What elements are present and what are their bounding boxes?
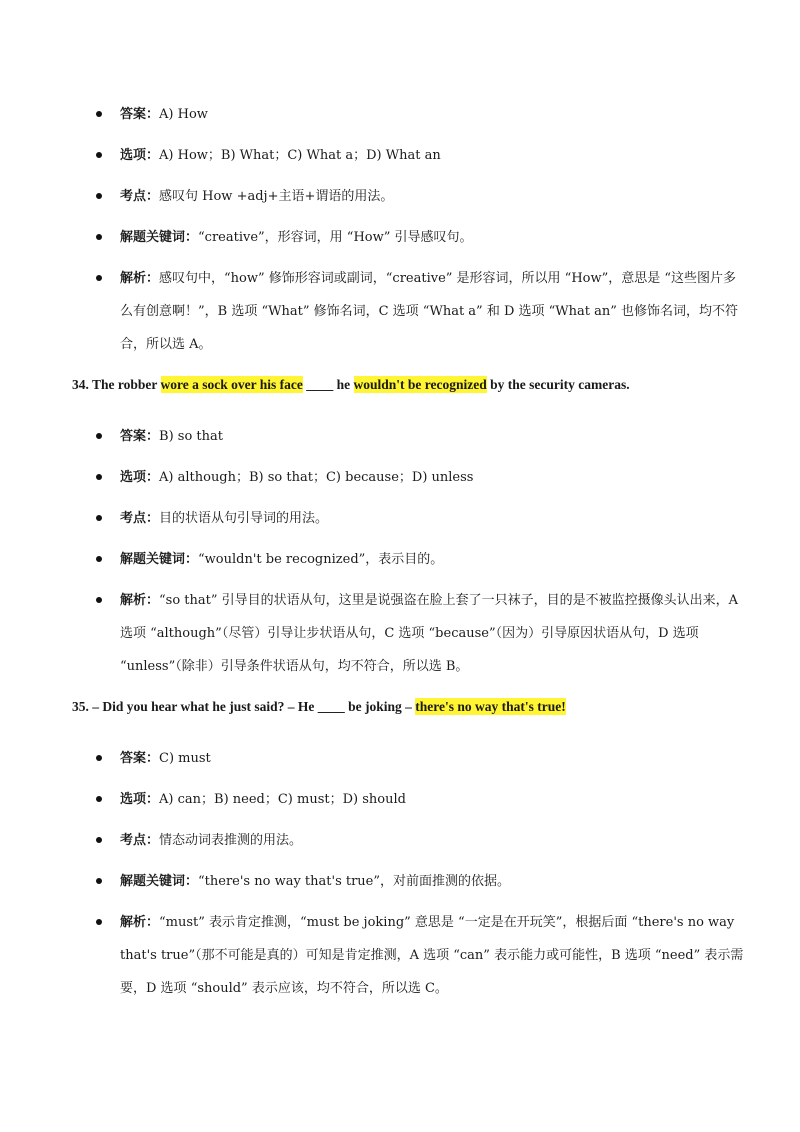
test-point-item xyxy=(96,180,746,213)
options-text: A) can；B) need；C) must；D) should xyxy=(159,792,406,807)
bullet-icon xyxy=(96,433,102,439)
bullet-icon xyxy=(96,796,102,802)
analysis-label: 解析： xyxy=(120,593,160,608)
answer-item xyxy=(96,98,746,131)
options-item xyxy=(96,783,746,816)
options-text: A) How；B) What；C) What a；D) What an xyxy=(159,148,441,163)
keyword-label: 解题关键词： xyxy=(120,552,199,567)
bullet-icon xyxy=(96,515,102,521)
options-item xyxy=(96,139,746,172)
question-35 xyxy=(72,696,752,718)
analysis-item xyxy=(96,906,746,1005)
bullet-icon xyxy=(96,878,102,884)
bullet-icon xyxy=(96,111,102,117)
test-point-text: 感叹句 How +adj+主语+谓语的用法。 xyxy=(159,189,394,204)
q35-answer-list xyxy=(96,742,746,1013)
analysis-text: “so that” 引导目的状语从句，这里是说强盗在脸上套了一只袜子，目的是不被监控摄像头认出来，A 选项 “although”（尽管）引导让步状语从句，C 选项 “because”（因为）引导原因状语从句，D 选项 “unless”（除非）引导条件状语从句，均不符合，所以选 B。 xyxy=(120,593,739,674)
answer-label: 答案： xyxy=(120,751,160,766)
q33-answer-list xyxy=(96,98,746,369)
analysis-text: “must” 表示肯定推测，“must be joking” 意思是 “一定是在开玩笑”，根据后面 “there's no way that's true”（那不可能是真的）可知是肯定推测，A 选项 “can” 表示能力或可能性，B 选项 “need” 表示需要，D 选项 “should” 表示应该，均不符合，所以选 C。 xyxy=(120,915,744,996)
keyword-label: 解题关键词： xyxy=(120,874,199,889)
analysis-text: 感叹句中，“how” 修饰形容词或副词，“creative” 是形容词，所以用 “How”，意思是 “这些图片多么有创意啊！”，B 选项 “What” 修饰名词，C 选项 “What a” 和 D 选项 “What an” 也修饰名词，均不符合，所以选 A。 xyxy=(120,271,739,352)
keyword-text: “there's no way that's true”，对前面推测的依据。 xyxy=(198,874,511,889)
analysis-item xyxy=(96,262,746,361)
keyword-label: 解题关键词： xyxy=(120,230,199,245)
bullet-icon xyxy=(96,152,102,158)
bullet-icon xyxy=(96,234,102,240)
analysis-label: 解析： xyxy=(120,915,160,930)
bullet-icon xyxy=(96,474,102,480)
bullet-icon xyxy=(96,275,102,281)
question-text: by the security cameras. xyxy=(486,377,630,392)
test-point-label: 考点： xyxy=(120,833,160,848)
bullet-icon xyxy=(96,193,102,199)
answer-item xyxy=(96,742,746,775)
test-point-item xyxy=(96,502,746,535)
q34-answer-list xyxy=(96,420,746,691)
keyword-item xyxy=(96,543,746,576)
highlighted-phrase: wore a sock over his face xyxy=(160,377,303,392)
options-item xyxy=(96,461,746,494)
options-label: 选项： xyxy=(120,148,160,163)
test-point-label: 考点： xyxy=(120,511,160,526)
answer-item xyxy=(96,420,746,453)
question-text: 35. – Did you hear what he just said? – He ____ be joking – xyxy=(72,699,416,714)
options-label: 选项： xyxy=(120,470,160,485)
test-point-text: 情态动词表推测的用法。 xyxy=(159,833,303,848)
keyword-text: “creative”，形容词，用 “How” 引导感叹句。 xyxy=(198,230,473,245)
answer-text: C) must xyxy=(159,751,211,766)
bullet-icon xyxy=(96,919,102,925)
bullet-icon xyxy=(96,597,102,603)
keyword-text: “wouldn't be recognized”，表示目的。 xyxy=(198,552,444,567)
question-text: ____ he xyxy=(302,377,354,392)
options-label: 选项： xyxy=(120,792,160,807)
options-text: A) although；B) so that；C) because；D) unless xyxy=(159,470,474,485)
answer-label: 答案： xyxy=(120,107,160,122)
answer-text: B) so that xyxy=(159,429,223,444)
answer-text: A) How xyxy=(159,107,208,122)
highlighted-phrase: there's no way that's true! xyxy=(415,699,566,714)
keyword-item xyxy=(96,221,746,254)
test-point-text: 目的状语从句引导词的用法。 xyxy=(159,511,329,526)
analysis-item xyxy=(96,584,746,683)
answer-label: 答案： xyxy=(120,429,160,444)
highlighted-phrase: wouldn't be recognized xyxy=(353,377,487,392)
bullet-icon xyxy=(96,755,102,761)
bullet-icon xyxy=(96,837,102,843)
keyword-item xyxy=(96,865,746,898)
question-34 xyxy=(72,374,752,396)
question-text: 34. The robber xyxy=(72,377,161,392)
test-point-label: 考点： xyxy=(120,189,160,204)
test-point-item xyxy=(96,824,746,857)
bullet-icon xyxy=(96,556,102,562)
analysis-label: 解析： xyxy=(120,271,160,286)
